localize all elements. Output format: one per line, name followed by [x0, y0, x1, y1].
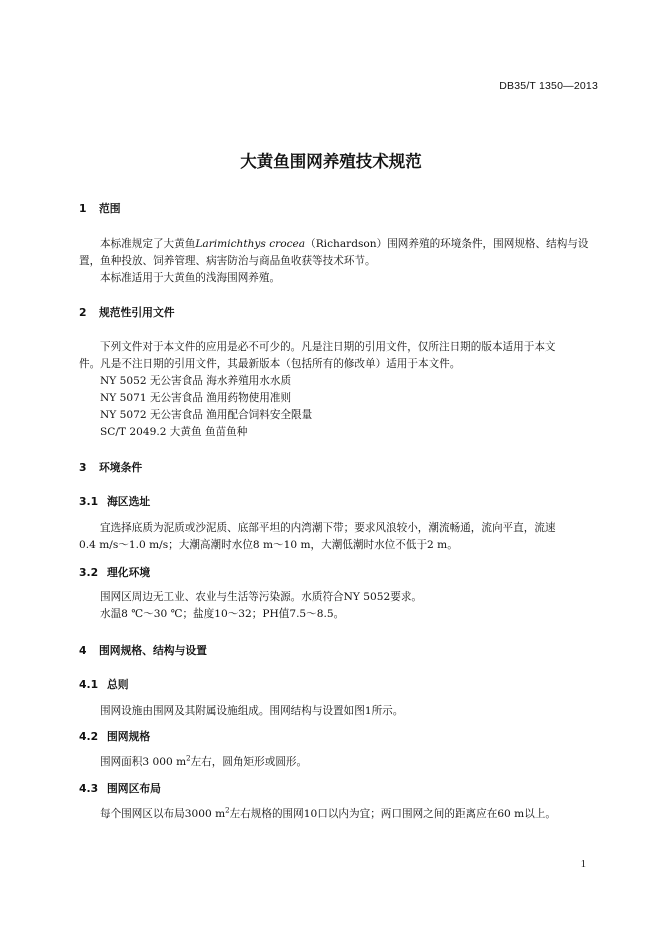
environment-line-2: 水温8 ℃～30 ℃；盐度10～32；PH值7.5～8.5。	[100, 608, 345, 620]
section-title: 环境条件	[99, 461, 143, 474]
general-line-1: 围网设施由围网及其附属设施组成。围网结构与设置如图1所示。	[100, 705, 404, 717]
reference-item: NY 5071 无公害食品 渔用药物使用准则	[100, 392, 292, 404]
scope-paragraph-line-1	[100, 236, 589, 251]
section-number: 4.3	[79, 782, 99, 795]
section-number: 4	[79, 644, 87, 657]
text-span: 左右规格的围网10口以内为宜；两口围网之间的距离应在60 m以上。	[229, 808, 556, 820]
text-span: 左右，圆角矩形或圆形。	[190, 756, 308, 768]
subsection-3-1-heading	[79, 494, 150, 509]
section-number: 3	[79, 461, 87, 474]
document-title: 大黄鱼围网养殖技术规范	[240, 152, 422, 171]
section-title: 范围	[99, 202, 121, 215]
section-number: 1	[79, 202, 87, 215]
environment-line-1: 围网区周边无工业、农业与生活等污染源。水质符合NY 5052要求。	[100, 591, 423, 603]
subsection-3-2-heading	[79, 565, 150, 580]
reference-item: NY 5052 无公害食品 海水养殖用水水质	[100, 375, 292, 387]
document-code: DB35/T 1350—2013	[499, 80, 598, 92]
section-title: 理化环境	[107, 566, 151, 579]
scope-paragraph-2: 本标准适用于大黄鱼的浅海围网养殖。	[100, 272, 281, 284]
layout-line-1	[100, 806, 556, 821]
section-title: 围网规格	[107, 730, 151, 743]
section-number: 3.1	[79, 495, 99, 508]
section-title: 海区选址	[107, 495, 151, 508]
references-paragraph-line-1: 下列文件对于本文件的应用是必不可少的。凡是注日期的引用文件，仅所注日期的版本适用于本文	[100, 341, 556, 353]
net-size-line-1	[100, 754, 307, 769]
text-span: （Richardson）围网养殖的环境条件，围网规格、结构与设	[305, 238, 589, 250]
latin-name: Larimichthys crocea	[195, 238, 306, 250]
section-1-heading	[79, 201, 121, 216]
site-selection-line-1: 宜选择底质为泥质或沙泥质、底部平坦的内湾潮下带；要求风浪较小，潮流畅通，流向平直，流速	[100, 522, 556, 534]
section-4-heading	[79, 643, 207, 658]
subsection-4-3-heading	[79, 781, 161, 796]
section-title: 规范性引用文件	[99, 306, 175, 319]
text-span: 围网面积3 000 m	[100, 756, 187, 768]
text-span: 每个围网区以布局3000 m	[100, 808, 226, 820]
site-selection-line-2: 0.4 m/s～1.0 m/s；大潮高潮时水位8 m～10 m，大潮低潮时水位不低于2 m。	[79, 539, 458, 551]
section-3-heading	[79, 460, 142, 475]
text-span: 本标准规定了大黄鱼	[100, 238, 196, 250]
reference-item: SC/T 2049.2 大黄鱼 鱼苗鱼种	[100, 426, 248, 438]
reference-item: NY 5072 无公害食品 渔用配合饲料安全限量	[100, 409, 313, 421]
section-number: 2	[79, 306, 87, 319]
scope-paragraph-line-2: 置，鱼种投放、饲养管理、病害防治与商品鱼收获等技术环节。	[79, 255, 376, 267]
section-2-heading	[79, 305, 175, 320]
section-number: 4.2	[79, 730, 99, 743]
superscript: 2	[186, 754, 191, 763]
references-paragraph-line-2: 件。凡是不注日期的引用文件，其最新版本（包括所有的修改单）适用于本文件。	[79, 358, 461, 370]
section-title: 总则	[107, 678, 129, 691]
page-number: 1	[580, 859, 586, 870]
section-number: 3.2	[79, 566, 99, 579]
subsection-4-2-heading	[79, 729, 150, 744]
superscript: 2	[225, 806, 230, 815]
section-title: 围网规格、结构与设置	[99, 644, 207, 657]
section-title: 围网区布局	[107, 782, 161, 795]
section-number: 4.1	[79, 678, 99, 691]
subsection-4-1-heading	[79, 677, 129, 692]
